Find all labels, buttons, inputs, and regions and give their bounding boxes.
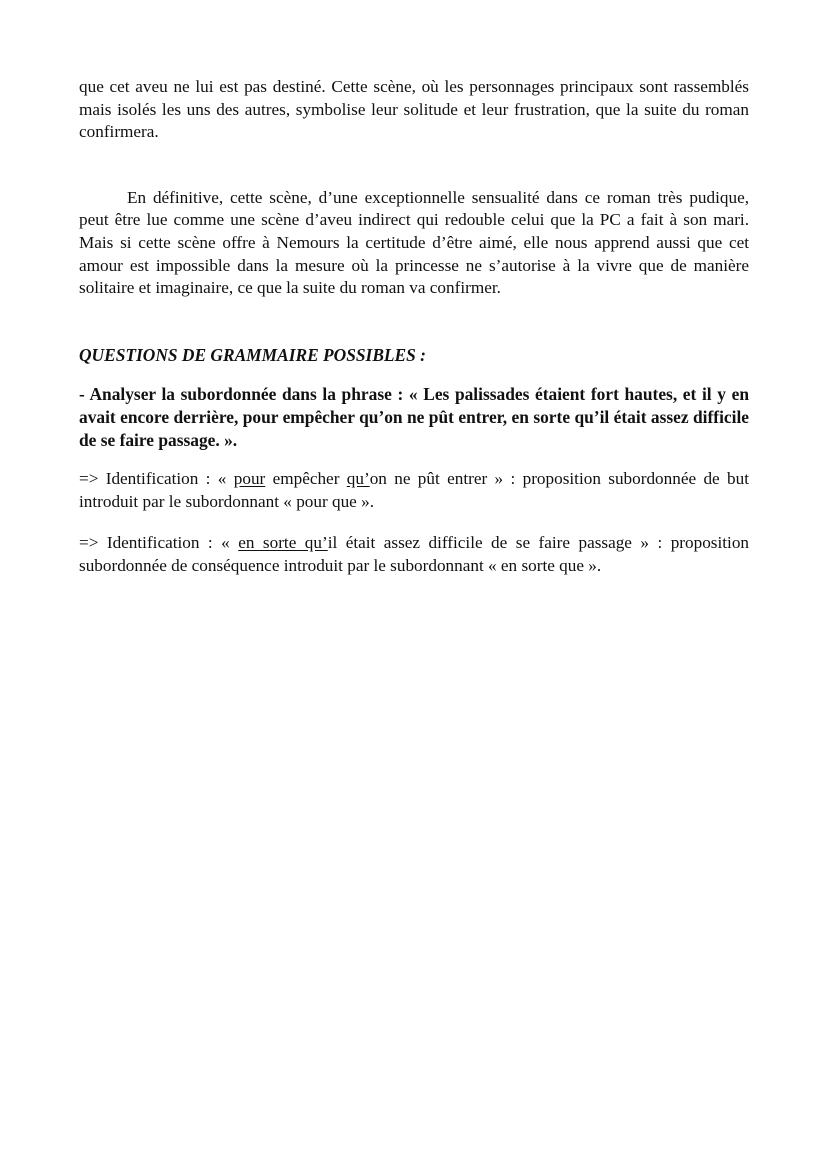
grammar-heading: QUESTIONS DE GRAMMAIRE POSSIBLES : (79, 344, 426, 365)
paragraph-conclusion: En définitive, cette scène, d’une exceptionnelle sensualité dans ce roman très pudique, peut être lue comme une scène d’aveu indirect qui redouble celui que la PC a fait à son mari. Mais si cette scène offre à Nemours la certitude d’être aimé, elle nous apprend aussi que cet amour est impossible dans la mesure où la princesse ne s’autorise à la vivre que de manière solitaire et imaginaire, ce que la suite du roman va confirmer. (79, 187, 749, 298)
identification-consequence (79, 532, 749, 577)
grammar-question: - Analyser la subordonnée dans la phrase : « Les palissades étaient fort hautes, et il y en avait encore derrière, pour empêcher qu’on ne pût entrer, en sorte qu’il était assez difficile de se faire passage. ». (79, 384, 749, 450)
underlined-word-pour: pour (233, 469, 266, 489)
underlined-words-en-sorte-qu: en sorte qu’ (238, 533, 328, 553)
ident-text: on ne pût entrer » : proposition subordonnée de but introduit par le subordonnant « pour que ». (79, 469, 749, 511)
paragraph-conclusion-part-1: que cet aveu ne lui est pas destiné. Cette scène, où les personnages principaux sont rassemblés mais isolés les uns des autres, symbolise leur solitude et leur frustration, que la suite du roman confirmera. (79, 77, 749, 142)
ident-text: il était assez difficile de se faire passage » : proposition subordonnée de conséquence introduit par le subordonnant « en sorte que ». (79, 533, 750, 575)
identification-but (79, 468, 749, 513)
ident-text: => Identification : « (79, 533, 239, 553)
document-page (79, 76, 749, 578)
ident-text: empêcher (265, 469, 347, 489)
underlined-word-qu: qu’ (346, 469, 370, 489)
ident-text: => Identification : « (79, 469, 234, 489)
